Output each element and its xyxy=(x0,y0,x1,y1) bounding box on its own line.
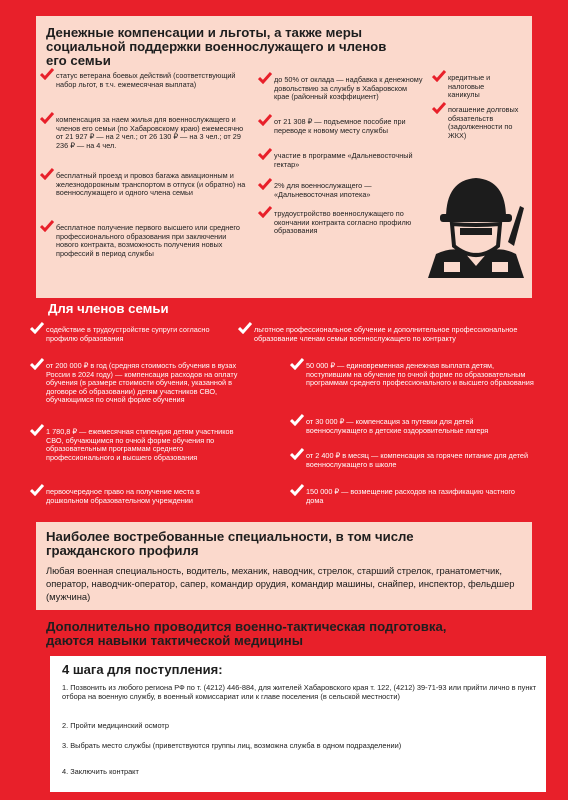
steps-panel xyxy=(50,656,546,792)
benefit-item: участие в программе «Дальневосточный гектар» xyxy=(274,151,413,169)
check-icon xyxy=(40,68,54,80)
step-item: 3. Выбрать место службы (приветствуются группы лиц, возможна служба в одном подразделении) xyxy=(62,741,402,750)
check-icon xyxy=(258,72,272,84)
step-item: 4. Заключить контракт xyxy=(62,767,139,776)
benefit-item: погашение долговых обязательств (задолженности по ЖКХ) xyxy=(448,105,519,140)
benefits-panel xyxy=(36,16,532,298)
benefit-item: бесплатный проезд и провоз багажа авиационным и железнодорожным транспортом в отпуск (и обратно) на военнослужащего и одного члена семьи xyxy=(56,171,246,198)
benefit-item: статус ветерана боевых действий (соответствующий набор льгот, в т.ч. ежемесячная выплата) xyxy=(56,71,236,89)
check-icon xyxy=(30,424,44,436)
step-item: 1. Позвонить из любого региона РФ по т. (4212) 446-884, для жителей Хабаровского края т. 122, (4212) 39-71-93 или прийти лично в пункт отбора на военную службу, в военный комиссариат или к главе поселения (в сельской местности) xyxy=(62,683,537,701)
check-icon xyxy=(258,114,272,126)
check-icon xyxy=(290,414,304,426)
soldier-icon xyxy=(424,166,528,278)
check-icon xyxy=(40,168,54,180)
benefits-title: Денежные компенсации и льготы, а также меры социальной поддержки военнослужащего и членов его семьи xyxy=(46,25,387,68)
check-icon xyxy=(238,322,252,334)
family-item: 50 000 ₽ — единовременная денежная выплата детям, поступившим на обучение по очной форме по образовательным программам среднего профессионального и высшего образования xyxy=(306,361,534,388)
specialties-title: Наиболее востребованные специальности, в том числе гражданского профиля xyxy=(46,529,414,558)
family-item: 1 780,8 ₽ — ежемесячная стипендия детям участников СВО, обучающимся по очной форме обучения по образовательным программам среднего профессионального и высшего образования xyxy=(46,427,234,462)
benefit-item: кредитные и налоговые каникулы xyxy=(448,73,491,100)
family-item: от 200 000 ₽ в год (средняя стоимость обучения в вузах России в 2024 году) — компенсация расходов на оплату обучения (в размере стоимости обучения, указанной в договоре об образовании) детям участников СВО, обучающимся по очной форме обучения xyxy=(46,361,238,405)
check-icon xyxy=(258,178,272,190)
check-icon xyxy=(258,206,272,218)
check-icon xyxy=(40,220,54,232)
check-icon xyxy=(432,102,446,114)
check-icon xyxy=(290,358,304,370)
specialties-body: Любая военная специальность, водитель, механик, наводчик, стрелок, старший стрелок, гранатометчик, оператор, наводчик-оператор, сапер, командир орудия, командир машины, снайпер, инспектор, фельдшер (мужчина) xyxy=(46,565,515,602)
family-item: от 30 000 ₽ — компенсация за путевки для детей военнослужащего в детские оздоровительные лагеря xyxy=(306,417,489,435)
check-icon xyxy=(432,70,446,82)
family-item: первоочередное право на получение места в дошкольном образовательном учреждении xyxy=(46,487,200,505)
specialties-panel xyxy=(36,522,532,610)
family-title: Для членов семьи xyxy=(48,301,169,316)
training-title: Дополнительно проводится военно-тактическая подготовка, даются навыки тактической медицины xyxy=(46,619,447,648)
check-icon xyxy=(290,484,304,496)
benefit-item: 2% для военнослужащего — «Дальневосточная ипотека» xyxy=(274,181,372,199)
family-item: льготное профессиональное обучение и дополнительное профессиональное образование членам семьи военнослужащего по контракту xyxy=(254,325,518,343)
benefit-item: до 50% от оклада — надбавка к денежному довольствию за службу в Хабаровском крае (районный коэффициент) xyxy=(274,75,423,102)
check-icon xyxy=(40,112,54,124)
benefit-item: бесплатное получение первого высшего или среднего профессионального образования при заключении нового контракта, возможность получения новых профессий в период службы xyxy=(56,223,240,258)
family-item: содействие в трудоустройстве супруги согласно профилю образования xyxy=(46,325,210,343)
family-item: 150 000 ₽ — возмещение расходов на газификацию частного дома xyxy=(306,487,515,505)
benefit-item: трудоустройство военнослужащего по окончании контракта согласно профилю образования xyxy=(274,209,412,236)
steps-title: 4 шага для поступления: xyxy=(62,662,223,677)
check-icon xyxy=(290,448,304,460)
step-item: 2. Пройти медицинский осмотр xyxy=(62,721,169,730)
check-icon xyxy=(30,484,44,496)
benefit-item: от 21 308 ₽ — подъемное пособие при переводе к новому месту службы xyxy=(274,117,406,135)
check-icon xyxy=(30,322,44,334)
benefit-item: компенсация за наем жилья для военнослужащего и членов его семьи (по Хабаровскому краю) ежемесячно от 21 927 ₽ — на 2 чел.; от 26 130 ₽ — на 3 чел.; от 29 236 ₽ — на 4 чел. xyxy=(56,115,244,150)
check-icon xyxy=(258,148,272,160)
family-item: от 2 400 ₽ в месяц — компенсация за горячее питание для детей военнослужащего в школе xyxy=(306,451,529,469)
check-icon xyxy=(30,358,44,370)
